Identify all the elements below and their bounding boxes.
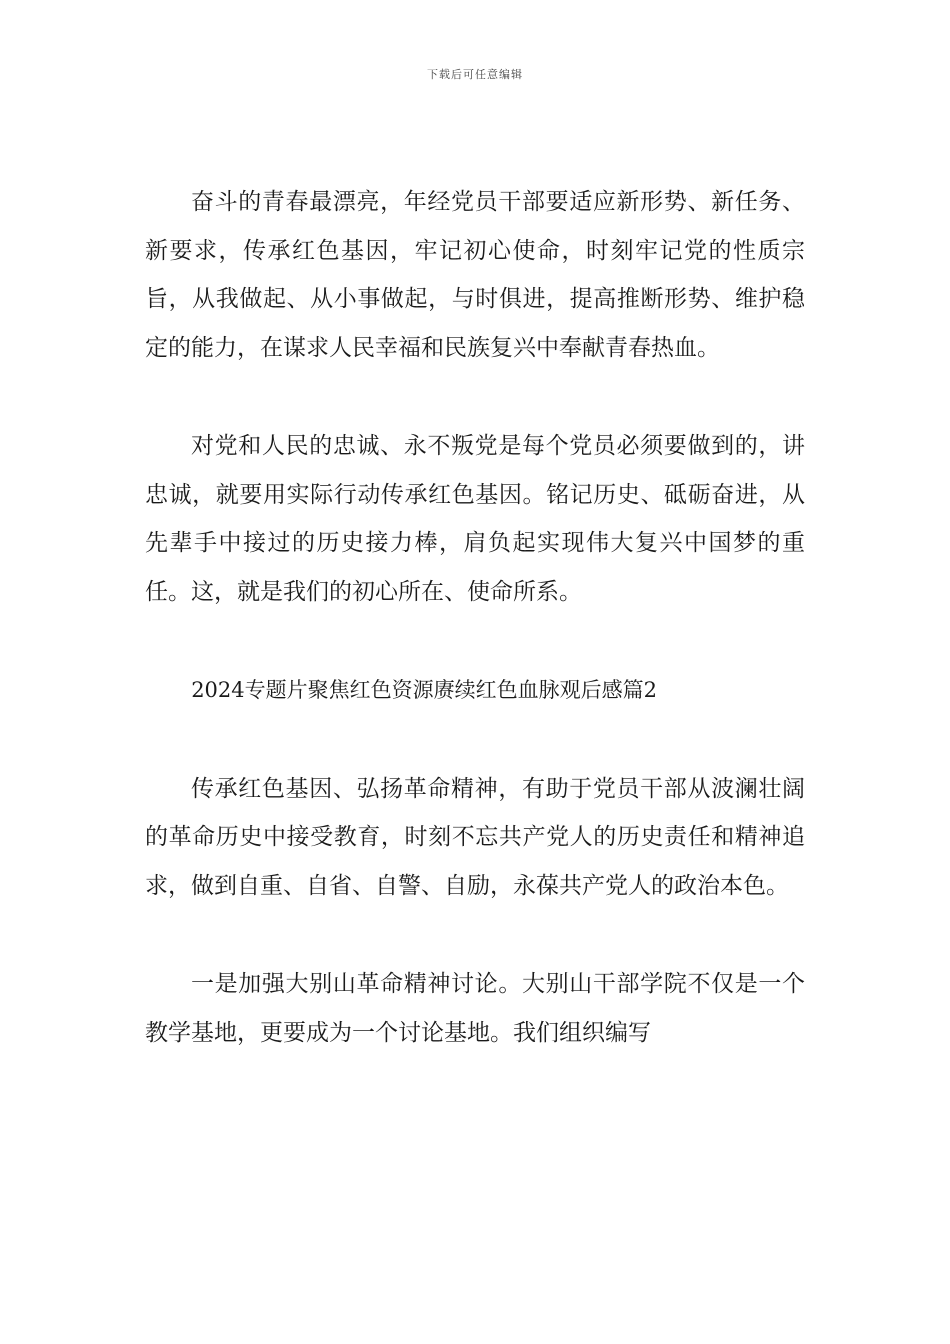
- paragraph-4: 一是加强大别山革命精神讨论。大别山干部学院不仅是一个教学基地，更要成为一个讨论基地。我们组织编写: [145, 971, 805, 1046]
- document-body: [145, 178, 805, 1107]
- paragraph-3: 传承红色基因、弘扬革命精神，有助于党员干部从波澜壮阔的革命历史中接受教育，时刻不忘共产党人的历史责任和精神追求，做到自重、自省、自警、自励，永葆共产党人的政治本色。: [145, 775, 805, 899]
- section-title: 2024专题片聚焦红色资源赓续红色血脉观后感篇2: [191, 678, 657, 702]
- page-header-note: 下载后可任意编辑: [427, 68, 523, 81]
- paragraph-2: 对党和人民的忠诚、永不叛党是每个党员必须要做到的，讲忠诚，就要用实际行动传承红色基因。铭记历史、砥砺奋进，从先辈手中接过的历史接力棒，肩负起实现伟大复兴中国梦的重任。这，就是我们的初心所在、使命所系。: [145, 433, 805, 605]
- paragraph-1: 奋斗的青春最漂亮，年经党员干部要适应新形势、新任务、新要求，传承红色基因，牢记初心使命，时刻牢记党的性质宗旨，从我做起、从小事做起，与时俱进，提高推断形势、维护稳定的能力，在谋求人民幸福和民族复兴中奉献青春热血。: [145, 189, 805, 361]
